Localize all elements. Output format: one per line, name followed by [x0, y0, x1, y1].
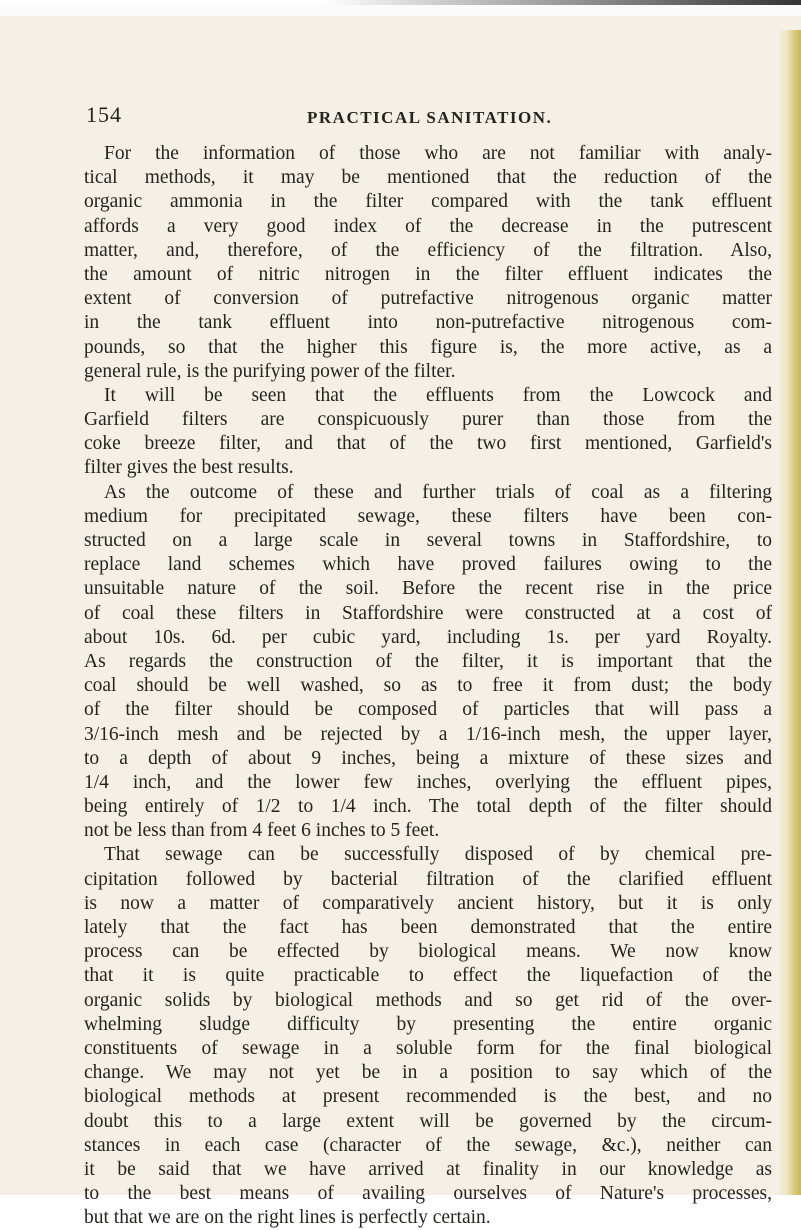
- text-line: extent of conversion of putrefactive nitrogenous organic matter: [84, 288, 772, 310]
- text-line: being entirely of 1/2 to 1/4 inch. The total depth of the filter should: [84, 796, 772, 818]
- text-line: is now a matter of comparatively ancient history, but it is only: [84, 892, 772, 914]
- text-line: of the filter should be composed of particles that will pass a: [84, 699, 772, 721]
- text-line: in the tank effluent into non-putrefactive nitrogenous com-: [84, 312, 772, 334]
- text-line: it be said that we have arrived at finality in our knowledge as: [84, 1158, 772, 1180]
- text-line: As the outcome of these and further trials of coal as a filtering: [104, 481, 772, 503]
- text-line: whelming sludge difficulty by presenting the entire organic: [84, 1013, 772, 1035]
- text-line: process can be effected by biological means. We now know: [84, 941, 772, 963]
- text-line: pounds, so that the higher this figure is, the more active, as a: [84, 336, 772, 358]
- page-edge-shadow: [777, 30, 801, 1195]
- text-line: As regards the construction of the filter, it is important that the: [84, 650, 772, 672]
- text-line: organic ammonia in the filter compared with the tank effluent: [84, 191, 772, 213]
- text-line: It will be seen that the effluents from the Lowcock and: [104, 384, 772, 406]
- text-line: affords a very good index of the decrease in the putrescent: [84, 215, 772, 237]
- running-head: PRACTICAL SANITATION.: [307, 108, 553, 127]
- body-text: [84, 142, 772, 1230]
- text-line: of coal these filters in Staffordshire were constructed at a cost of: [84, 602, 772, 624]
- text-line: general rule, is the purifying power of the filter.: [84, 360, 456, 382]
- text-line: about 10s. 6d. per cubic yard, including 1s. per yard Royalty.: [84, 626, 772, 648]
- text-line: to a depth of about 9 inches, being a mixture of these sizes and: [84, 747, 772, 769]
- text-line: organic solids by biological methods and so get rid of the over-: [84, 989, 772, 1011]
- text-line: biological methods at present recommended is the best, and no: [84, 1086, 772, 1108]
- text-line: stances in each case (character of the sewage, &c.), neither can: [84, 1134, 772, 1156]
- text-line: Garfield filters are conspicuously purer than those from the: [84, 409, 772, 431]
- text-line: not be less than from 4 feet 6 inches to 5 feet.: [84, 820, 440, 842]
- text-line: but that we are on the right lines is perfectly certain.: [84, 1207, 491, 1229]
- text-line: 1/4 inch, and the lower few inches, overlying the effluent pipes,: [84, 771, 772, 793]
- text-line: 3/16-inch mesh and be rejected by a 1/16-inch mesh, the upper layer,: [84, 723, 772, 745]
- text-line: For the information of those who are not familiar with analy-: [104, 143, 772, 164]
- text-line: that it is quite practicable to effect the liquefaction of the: [84, 965, 772, 987]
- text-line: filter gives the best results.: [84, 457, 294, 479]
- text-line: lately that the fact has been demonstrated that the entire: [84, 917, 772, 938]
- text-line: medium for precipitated sewage, these filters have been con-: [84, 505, 772, 527]
- text-line: constituents of sewage in a soluble form for the final biological: [84, 1037, 772, 1059]
- text-line: tical methods, it may be mentioned that the reduction of the: [84, 167, 772, 189]
- text-line: structed on a large scale in several towns in Staffordshire, to: [84, 530, 772, 551]
- page-number: 154: [86, 102, 122, 127]
- text-line: matter, and, therefore, of the efficiency of the filtration. Also,: [84, 239, 772, 261]
- text-line: to the best means of availing ourselves of Nature's processes,: [84, 1183, 772, 1205]
- text-line: the amount of nitric nitrogen in the filter effluent indicates the: [84, 263, 772, 285]
- text-line: That sewage can be successfully disposed of by chemical pre-: [104, 844, 772, 866]
- text-line: change. We may not yet be in a position to say which of the: [84, 1062, 772, 1084]
- text-line: unsuitable nature of the soil. Before the recent rise in the price: [84, 578, 772, 600]
- text-line: coke breeze filter, and that of the two first mentioned, Garfield's: [84, 433, 772, 455]
- text-line: replace land schemes which have proved failures owing to the: [84, 554, 772, 576]
- text-line: cipitation followed by bacterial filtration of the clarified effluent: [84, 868, 772, 890]
- text-line: doubt this to a large extent will be governed by the circum-: [84, 1110, 772, 1132]
- text-line: coal should be well washed, so as to free it from dust; the body: [84, 675, 772, 697]
- top-edge-rule: [0, 0, 801, 5]
